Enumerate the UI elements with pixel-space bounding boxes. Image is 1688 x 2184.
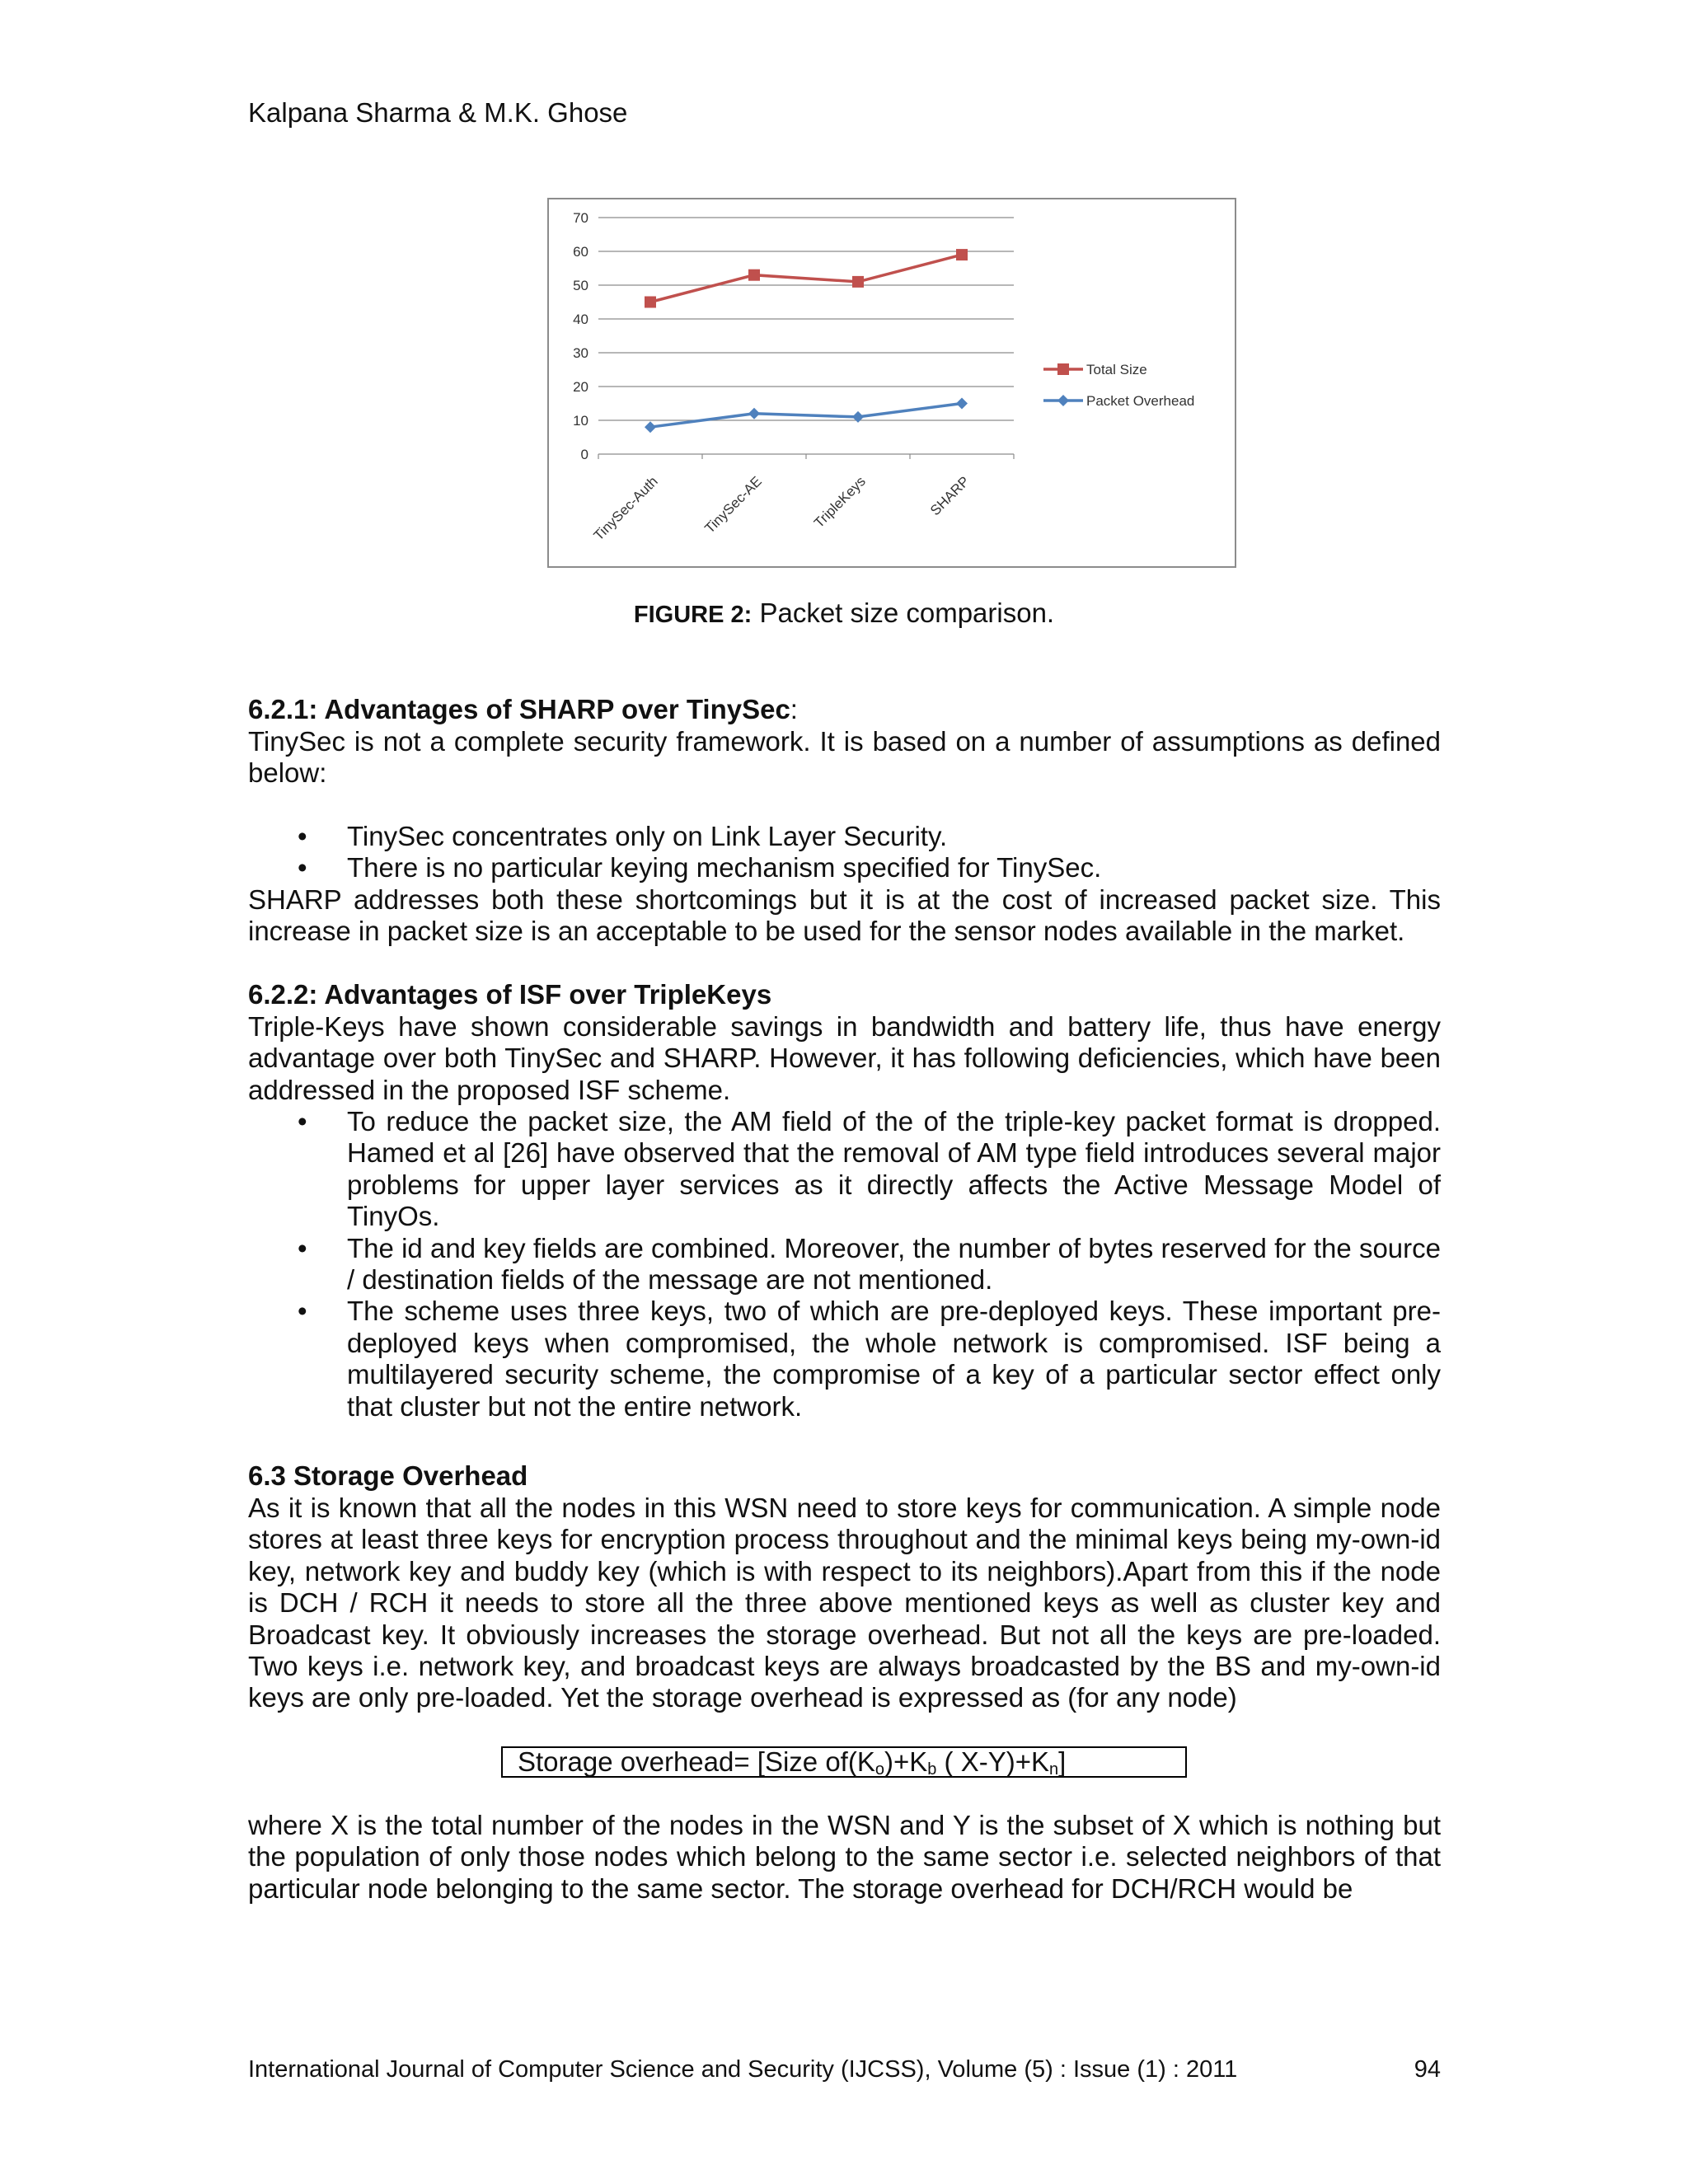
list-item: • To reduce the packet size, the AM field of the of the triple-key packet format is dropped. Hamed et al [26] have observed that the removal of AM type field introduces several major problems for upper layer services as it directly affects the Active Message Model of TinyOs. <box>298 1106 1441 1232</box>
footer-page-number: 94 <box>1414 2056 1441 2083</box>
storage-overhead-formula-box: Storage overhead= [Size $of(K_o)+K_b$ ( $X-Y)+K_n$] <box>501 1746 1187 1778</box>
data-point-diamond <box>956 398 968 410</box>
figure-caption-label: FIGURE 2: <box>633 602 753 628</box>
line-chart <box>549 199 1235 566</box>
data-point-square <box>956 249 968 260</box>
y-tick-label: 20 <box>573 379 588 395</box>
running-header-authors: Kalpana Sharma & M.K. Ghose <box>248 97 628 128</box>
x-category-label: SHARP <box>926 473 973 519</box>
figure-2-chart-frame <box>547 198 1236 568</box>
data-point-diamond <box>852 411 864 423</box>
section-6-2-1-intro: TinySec is not a complete security framework. It is based on a number of assumptions as defined below: <box>248 726 1441 789</box>
data-point-square <box>852 276 864 288</box>
x-category-label: TinySec-AE <box>701 473 765 537</box>
y-tick-label: 40 <box>573 312 588 327</box>
list-item: • The scheme uses three keys, two of which are pre-deployed keys. These important pre-deployed keys when compromised, the whole network is compromised. ISF being a multilayered security scheme, the compromise of a key of a particular sector effect only that cluster but not the entire network. <box>298 1296 1441 1422</box>
legend-label: Total Size <box>1086 362 1147 377</box>
data-point-square <box>748 269 760 281</box>
section-6-3-formula-explanation: where X is the total number of the nodes in the WSN and Y is the subset of X which is nothing but the population of only those nodes which belong to the same sector i.e. selected neighbors of that particular node belonging to the same sector. The storage overhead for DCH/RCH would be <box>248 1810 1441 1904</box>
section-6-2-2-bullet-list <box>248 1106 1441 1422</box>
data-point-diamond <box>748 408 760 419</box>
legend-label: Packet Overhead <box>1086 393 1195 409</box>
figure-caption-text: Packet size comparison. <box>752 598 1055 628</box>
y-tick-label: 30 <box>573 345 588 361</box>
x-category-label: TripleKeys <box>811 473 869 532</box>
section-6-2-1-bullet-list <box>248 821 1441 884</box>
list-item: • There is no particular keying mechanism specified for TinySec. <box>298 852 1102 883</box>
section-6-2-2-intro: Triple-Keys have shown considerable savings in bandwidth and battery life, thus have energy advantage over both TinySec and SHARP. However, it has following deficiencies, which have been addressed in the proposed ISF scheme. <box>248 1011 1441 1105</box>
section-6-2-1-heading: 6.2.1: Advantages of SHARP over TinySec: <box>248 694 798 724</box>
y-tick-label: 0 <box>580 447 588 462</box>
x-category-label: TinySec-Auth <box>590 473 661 544</box>
footer-journal-citation: International Journal of Computer Science and Security (IJCSS), Volume (5) : Issue (1) : 2011 <box>248 2056 1238 2083</box>
y-tick-label: 70 <box>573 210 588 226</box>
series-line <box>650 404 962 428</box>
section-6-2-2-heading: 6.2.2: Advantages of ISF over TripleKeys <box>248 979 772 1010</box>
figure-caption <box>0 598 1688 629</box>
section-6-2-1-conclusion: SHARP addresses both these shortcomings but it is at the cost of increased packet size. This increase in packet size is an acceptable to be used for the sensor nodes available in the market. <box>248 884 1441 947</box>
legend-marker-square <box>1057 363 1069 375</box>
y-tick-label: 50 <box>573 278 588 293</box>
series-line <box>650 255 962 302</box>
data-point-square <box>645 297 656 308</box>
list-item: • TinySec concentrates only on Link Layer Security. <box>298 821 948 851</box>
section-6-3-heading: 6.3 Storage Overhead <box>248 1460 528 1491</box>
y-tick-label: 60 <box>573 244 588 260</box>
section-6-3-paragraph: As it is known that all the nodes in this WSN need to store keys for communication. A simple node stores at least three keys for encryption process throughout and the minimal keys being my-own-id key, network key and buddy key (which is with respect to its neighbors).Apart from this if the node is DCH / RCH it needs to store all the three above mentioned keys as well as cluster key and Broadcast key. It obviously increases the storage overhead. But not all the keys are pre-loaded. Two keys i.e. network key, and broadcast keys are always broadcasted by the BS and my-own-id keys are only pre-loaded. Yet the storage overhead is expressed as (for any node) <box>248 1493 1441 1713</box>
y-tick-label: 10 <box>573 413 588 429</box>
data-point-diamond <box>645 421 656 433</box>
list-item: • The id and key fields are combined. Moreover, the number of bytes reserved for the source / destination fields of the message are not mentioned. <box>298 1232 1441 1296</box>
legend-marker-diamond <box>1057 395 1069 406</box>
